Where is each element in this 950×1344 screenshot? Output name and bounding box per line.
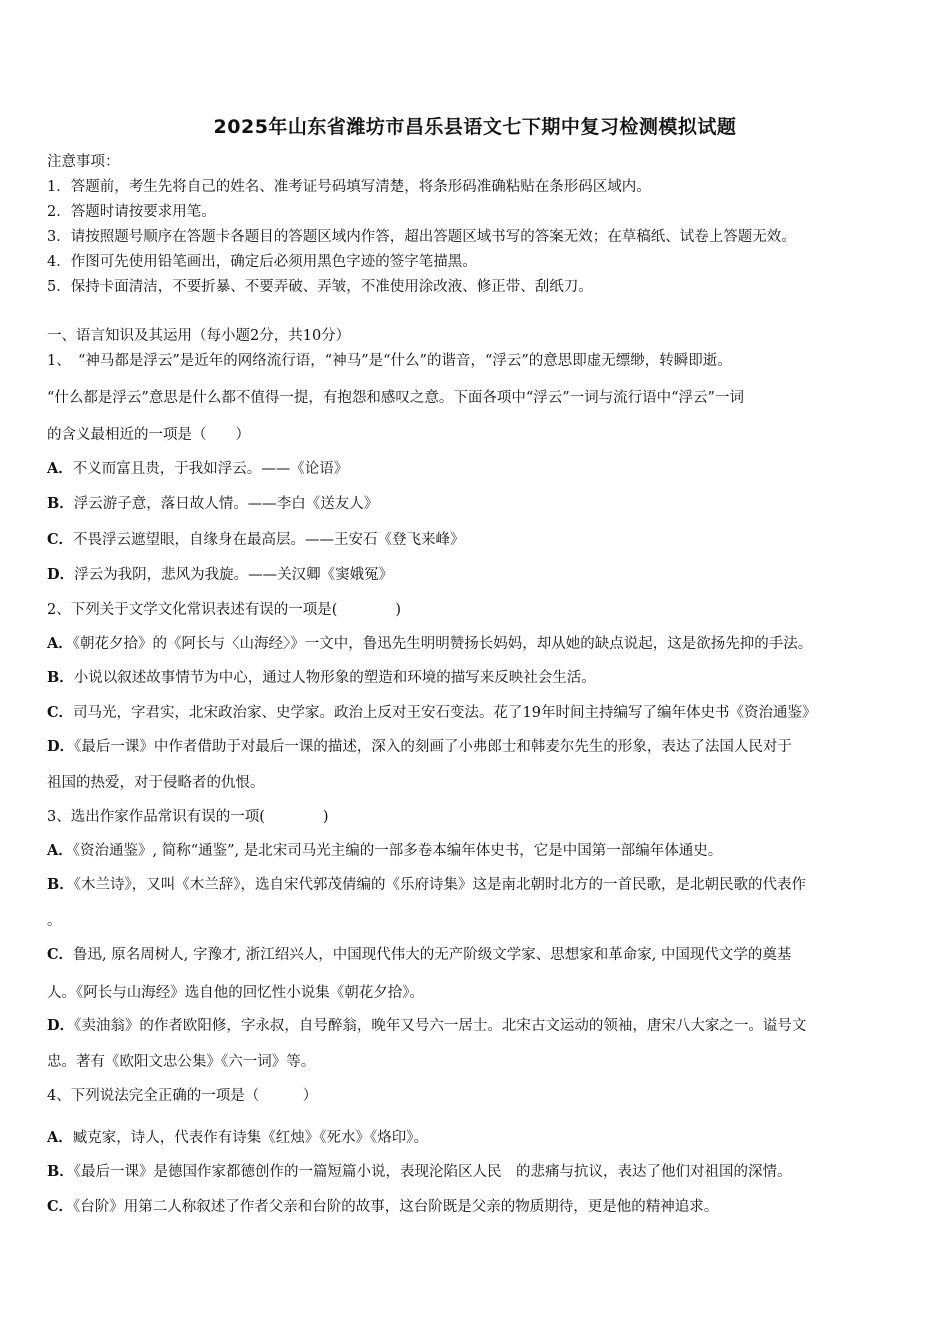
- exam-title: 2025年山东省潍坊市昌乐县语文七下期中复习检测模拟试题: [213, 116, 737, 138]
- option-text: 《朝花夕拾》的《阿长与〈山海经〉》一文中，鲁迅先生明明赞扬长妈妈，却从她的缺点说起，这是欲扬先抑的手法。: [72, 636, 813, 652]
- question-1-option-c: [47, 530, 465, 550]
- option-label: A．: [47, 842, 73, 859]
- question-1-option-a: [47, 459, 348, 479]
- question-3-option-b-cont: 。: [47, 913, 62, 929]
- question-2-stem: 2、下列关于文学文化常识表述有误的一项是( ): [47, 602, 402, 618]
- option-text: 鲁迅, 原名周树人, 字豫才, 浙江绍兴人，中国现代伟大的无产阶级文学家、思想家和革命家, 中国现代文学的奠基: [73, 947, 792, 963]
- option-text: 司马光，字君实，北宋政治家、史学家。政治上反对王安石变法。花了19年时间主持编写了编年体史书《资治通鉴》: [73, 705, 817, 721]
- option-text: 臧克家，诗人，代表作有诗集《红烛》《死水》《烙印》。: [72, 1130, 429, 1146]
- option-label: A．: [47, 1129, 73, 1146]
- question-4-option-b: [47, 1162, 792, 1182]
- option-label: D．: [47, 738, 75, 755]
- question-1-stem: “什么都是浮云”意思是什么都不值得一提，有抱怨和感叹之意。下面各项中“浮云”一词与流行语中“浮云”一词: [47, 390, 744, 406]
- question-1-option-b: [47, 494, 378, 514]
- question-1-stem: 的含义最相近的一项是（ ）: [47, 427, 250, 443]
- option-text: 《最后一课》中作者借助于对最后一课的描述，深入的刻画了小弗郎士和韩麦尔先生的形象，表达了法国人民对于: [74, 739, 792, 755]
- question-2-option-a: [47, 634, 812, 654]
- question-3-option-b: [47, 875, 806, 895]
- option-text: 《卖油翁》的作者欧阳修，字永叔，自号醉翁，晚年又号六一居士。北宋古文运动的领袖，唐宋八大家之一。谥号文: [74, 1018, 807, 1034]
- question-2-option-b: [47, 668, 596, 688]
- option-label: A．: [47, 635, 73, 652]
- option-text: 浮云为我阴，悲风为我旋。——关汉卿《窦娥冤》: [74, 567, 394, 583]
- option-text: 不义而富且贵，于我如浮云。——《论语》: [72, 461, 349, 477]
- option-text: 不畏浮云遮望眼，自缘身在最高层。——王安石《登飞来峰》: [73, 532, 465, 548]
- question-3-option-c: [47, 945, 791, 965]
- question-2-option-c: [47, 703, 817, 723]
- option-label: B．: [47, 876, 74, 893]
- option-label: C．: [47, 704, 74, 721]
- section-heading: 一、语言知识及其运用（每小题2分，共10分）: [47, 328, 351, 344]
- notice-item: 3．请按照题号顺序在答题卡各题目的答题区域内作答，超出答题区域书写的答案无效；在草稿纸、试卷上答题无效。: [47, 229, 796, 245]
- option-text: 浮云游子意，落日故人情。——李白《送友人》: [73, 496, 379, 512]
- option-label: C．: [47, 1198, 74, 1215]
- option-text: 《资治通鉴》, 简称“通鉴”, 是北宋司马光主编的一部多卷本编年体史书，它是中国第一部编年体通史。: [72, 843, 723, 859]
- option-label: C．: [47, 946, 74, 963]
- option-label: D．: [47, 1017, 75, 1034]
- question-4-option-a: [47, 1128, 428, 1148]
- notice-item: 5．保持卡面清洁，不要折暴、不要弄破、弄皱，不准使用涂改液、修正带、刮纸刀。: [47, 279, 593, 295]
- option-label: A．: [47, 460, 73, 477]
- notice-item: 1．答题前，考生先将自己的姓名、准考证号码填写清楚，将条形码准确粘贴在条形码区域内。: [47, 179, 651, 195]
- notice-item: 4．作图可先使用铅笔画出，确定后必须用黑色字迹的签字笔描黑。: [47, 254, 477, 270]
- notice-heading: 注意事项：: [47, 154, 120, 170]
- option-text: 《最后一课》是德国作家都德创作的一篇短篇小说，表现沦陷区人民 的悲痛与抗议，表达了他们对祖国的深情。: [73, 1164, 792, 1180]
- notice-item: 2．答题时请按要求用笔。: [47, 204, 216, 220]
- question-1-stem: 1、 “神马都是浮云”是近年的网络流行语，“神马”是“什么”的谐音，“浮云”的意思即虚无缥缈，转瞬即逝。: [47, 353, 732, 369]
- option-text: 小说以叙述故事情节为中心，通过人物形象的塑造和环境的描写来反映社会生活。: [73, 670, 596, 686]
- option-label: D．: [47, 566, 75, 583]
- option-text: 《台阶》用第二人称叙述了作者父亲和台阶的故事，这台阶既是父亲的物质期待，更是他的精神追求。: [73, 1199, 719, 1215]
- question-3-option-d: [47, 1016, 806, 1036]
- option-label: B．: [47, 1163, 74, 1180]
- question-2-option-d-cont: 祖国的热爱，对于侵略者的仇恨。: [47, 775, 265, 791]
- question-3-option-a: [47, 841, 722, 861]
- option-label: B．: [47, 669, 74, 686]
- question-4-stem: 4、下列说法完全正确的一项是（ ）: [47, 1088, 318, 1104]
- question-3-stem: 3、选出作家作品常识有误的一项( ): [47, 809, 329, 825]
- option-label: C．: [47, 531, 74, 548]
- question-2-option-d: [47, 737, 792, 757]
- question-1-option-d: [47, 565, 393, 585]
- question-3-option-c-cont: 人。《阿长与山海经》选自他的回忆性小说集《朝花夕拾》。: [47, 985, 424, 1001]
- option-text: 《木兰诗》，又叫《木兰辞》，选自宋代郭茂倩编的《乐府诗集》这是南北朝时北方的一首民歌，是北朝民歌的代表作: [73, 877, 807, 893]
- option-label: B．: [47, 495, 74, 512]
- question-4-option-c: [47, 1197, 718, 1217]
- question-3-option-d-cont: 忠。著有《欧阳文忠公集》《六一词》等。: [47, 1054, 316, 1070]
